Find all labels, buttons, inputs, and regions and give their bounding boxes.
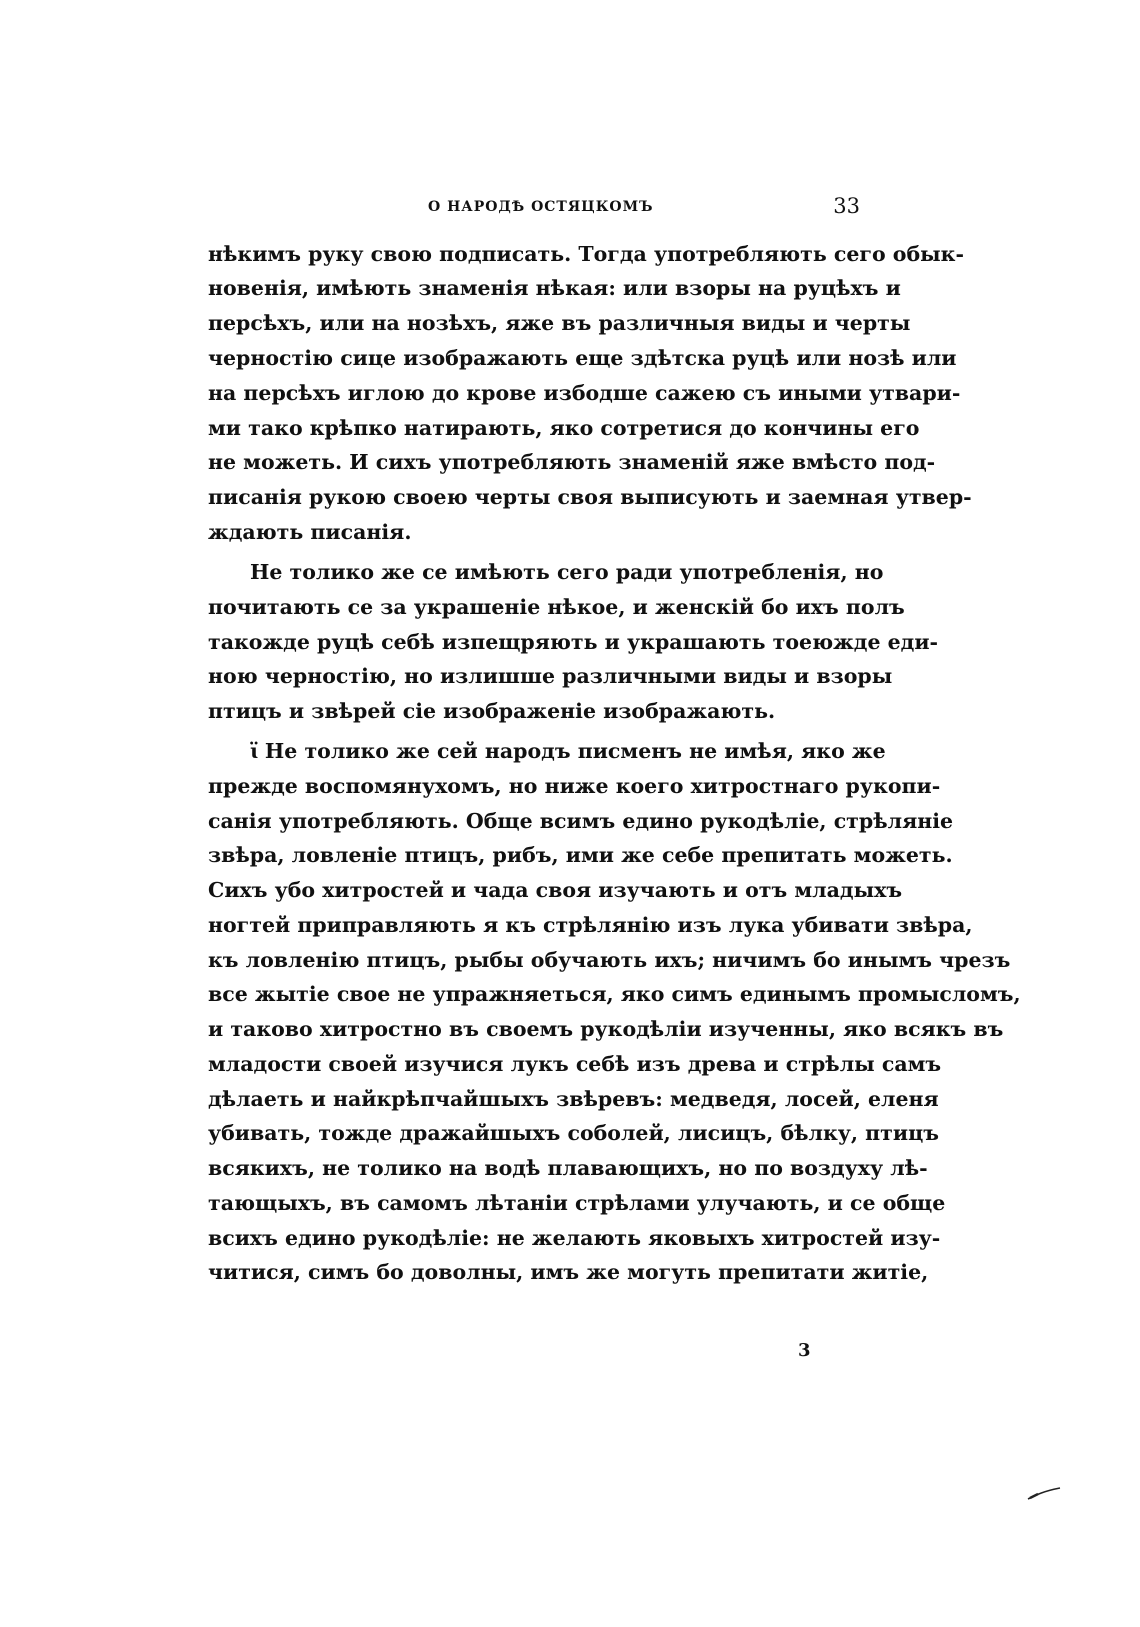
text-line: черностію сице изображають еще здѣтска руцѣ или нозѣ или	[208, 346, 957, 370]
text-line: нѣкимъ руку свою подписать. Тогда употребляють сего обык-	[208, 242, 964, 266]
text-line: писанія рукою своею черты своя выписують и заемная утвер-	[208, 485, 972, 509]
text-line: персѣхъ, или на нозѣхъ, яже въ различныя виды и черты	[208, 311, 911, 335]
text-line: такожде руцѣ себѣ изпещряють и украшають тоеюжде еди-	[208, 630, 939, 654]
text-line: Сихъ убо хитростей и чада своя изучають и отъ младыхъ	[208, 878, 903, 902]
text-line: звѣра, ловленіе птицъ, рибъ, ими же себе препитать можеть.	[208, 843, 953, 867]
running-title: О НАРОДѢ ОСТЯЦКОМЪ	[428, 199, 654, 215]
text-line: почитають се за украшеніе нѣкое, и женскій бо ихъ полъ	[208, 595, 905, 619]
text-line: прежде воспомянухомъ, но ниже коего хитростнаго рукопи-	[208, 774, 941, 798]
text-line: на персѣхъ иглою до крове избодше сажею съ иными утвари-	[208, 381, 961, 405]
text-line: ми тако крѣпко натирають, яко сотретися до кончины его	[208, 416, 920, 440]
text-line: ною черностію, но излишше различными виды и взоры	[208, 664, 893, 688]
text-line: къ ловленію птицъ, рыбы обучають ихъ; ничимъ бо инымъ чрезъ	[208, 948, 1011, 972]
text-line: Не толико же се имѣють сего ради употребленія, но	[250, 560, 884, 584]
signature-mark: 3	[798, 1340, 811, 1361]
text-line: всихъ едино рукодѣліе: не желають яковыхъ хитростей изу-	[208, 1226, 941, 1250]
text-line: всякихъ, не толико на водѣ плавающихъ, но по воздуху лѣ-	[208, 1156, 928, 1180]
text-line: все жытіе свое не упражняеться, яко симъ единымъ промысломъ,	[208, 982, 1021, 1006]
text-line: санія употребляють. Обще всимъ едино рукодѣліе, стрѣляніе	[208, 809, 954, 833]
pen-stroke-mark	[1026, 1485, 1062, 1501]
page-number: 33	[833, 194, 860, 218]
text-line: ꙇ̈ Не толико же сей народъ писменъ не имѣя, яко же	[250, 739, 886, 763]
text-line: ждають писанія.	[208, 520, 412, 544]
text-line: убивать, тожде дражайшыхъ соболей, лисицъ, бѣлку, птицъ	[208, 1121, 939, 1145]
text-line: птицъ и звѣрей сіе изображеніе изображають.	[208, 699, 776, 723]
text-line: новенія, имѣють знаменія нѣкая: или взоры на руцѣхъ и	[208, 276, 901, 300]
text-line: ногтей приправляють я къ стрѣлянію изъ лука убивати звѣра,	[208, 913, 973, 937]
running-header	[208, 194, 860, 228]
text-line: младости своей изучися лукъ себѣ изъ древа и стрѣлы самъ	[208, 1052, 942, 1076]
text-line: и таково хитростно въ своемъ рукодѣліи изученны, яко всякъ въ	[208, 1017, 1004, 1041]
text-line: тающыхъ, въ самомъ лѣтаніи стрѣлами улучають, и се обще	[208, 1191, 946, 1215]
text-line: не можеть. И сихъ употребляють знаменій яже вмѣсто под-	[208, 450, 936, 474]
text-line: читися, симъ бо доволны, имъ же могуть препитати житіе,	[208, 1260, 929, 1284]
text-line: дѣлаеть и найкрѣпчайшыхъ звѣревъ: медведя, лосей, еленя	[208, 1087, 939, 1111]
